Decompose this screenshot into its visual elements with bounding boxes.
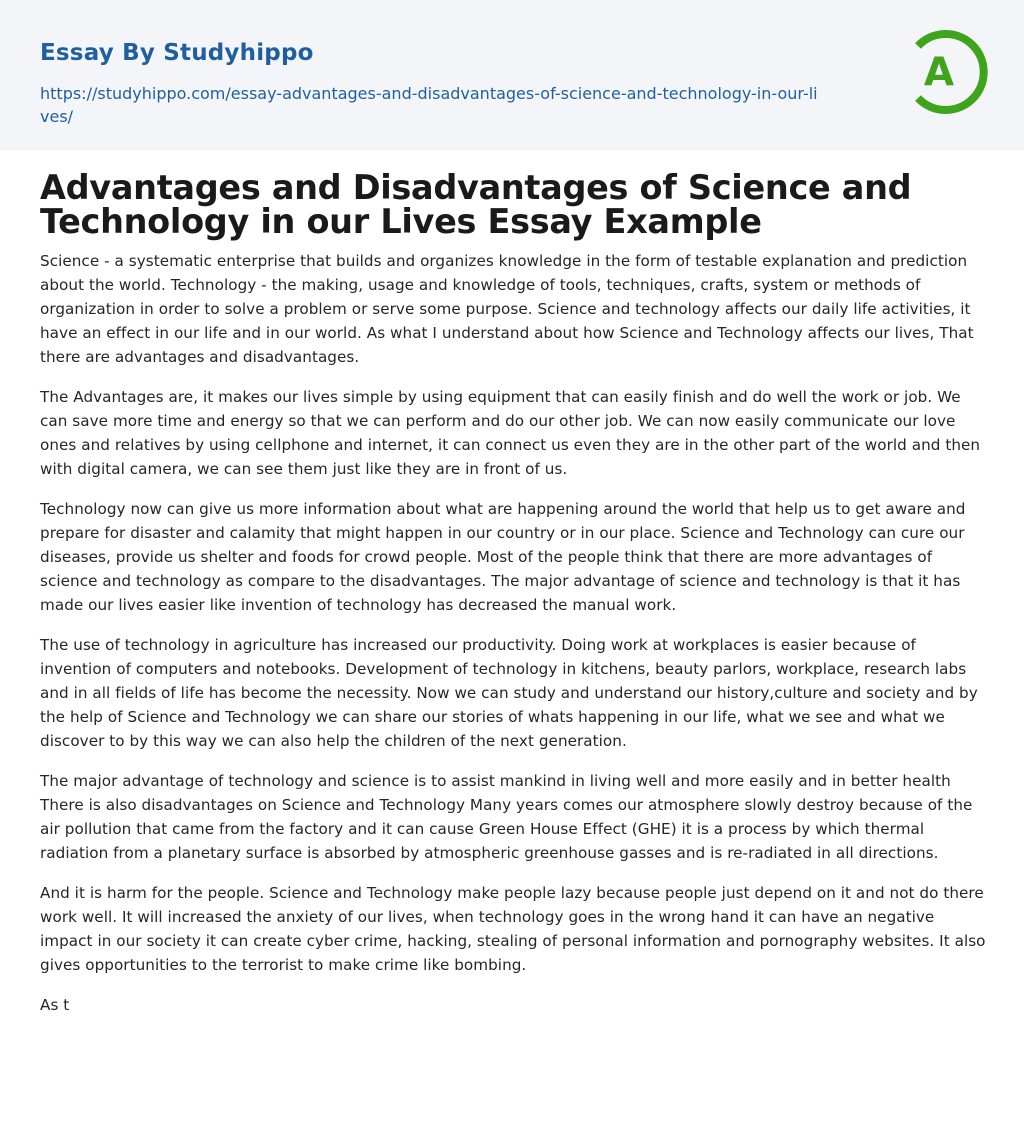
paragraph-7-truncated: As t (40, 996, 70, 1014)
paragraph-3: Technology now can give us more information about what are happening around the world that help us to get aware and prepare for disaster and calamity that might happen in our country or in our place. Science and Technology can cure our diseases, provide us shelter and foods for crowd people. Most of the people think that there are more advantages of science and technology as compare to the disadvantages. The major advantage of science and technology is that it has made our lives easier like invention of technology has decreased the manual work. (40, 500, 966, 614)
source-url-link[interactable]: https://studyhippo.com/essay-advantages-and-disadvantages-of-science-and-technology-in-our-lives/ (40, 84, 818, 126)
paragraph-5: The major advantage of technology and science is to assist mankind in living well and more easily and in better health There is also disadvantages on Science and Technology Many years comes our atmosphere slowly destroy because of the air pollution that came from the factory and it can cause Green House Effect (GHE) it is a process by which thermal radiation from a planetary surface is absorbed by atmospheric greenhouse gasses and is re-radiated in all directions. (40, 772, 973, 862)
logo-letter: A (923, 50, 955, 95)
article (40, 168, 988, 1033)
paragraph-1: Science - a systematic enterprise that builds and organizes knowledge in the form of testable explanation and prediction about the world. Technology - the making, usage and knowledge of tools, techniques, crafts, system or methods of organization in order to solve a problem or serve some purpose. Science and technology affects our daily life activities, it have an effect in our life and in our world. As what I understand about how Science and Technology affects our lives, That there are advantages and disadvantages. (40, 252, 974, 366)
brand-title[interactable]: Essay By Studyhippo (40, 40, 314, 66)
paragraph-2: The Advantages are, it makes our lives simple by using equipment that can easily finish and do well the work or job. We can save more time and energy so that we can perform and do our other job. We can now easily communicate our love ones and relatives by using cellphone and internet, it can connect us even they are in the other part of the world and then with digital camera, we can see them just like they are in front of us. (40, 388, 981, 478)
paragraph-6: And it is harm for the people. Science and Technology make people lazy because people just depend on it and not do there work well. It will increased the anxiety of our lives, when technology goes in the wrong hand it can have an negative impact in our society it can create cyber crime, hacking, stealing of personal information and pornography websites. It also gives opportunities to the terrorist to make crime like bombing. (40, 884, 986, 974)
studyhippo-a-logo-icon[interactable] (908, 28, 988, 116)
paragraph-4: The use of technology in agriculture has increased our productivity. Doing work at workplaces is easier because of invention of computers and notebooks. Development of technology in kitchens, beauty parlors, workplace, research labs and in all fields of life has become the necessity. Now we can study and understand our history,culture and society and by the help of Science and Technology we can share our stories of whats happening in our life, what we see and what we discover to by this way we can also help the children of the next generation. (40, 636, 978, 750)
page-header (0, 0, 1024, 150)
page-title: Advantages and Disadvantages of Science and Technology in our Lives Essay Example (40, 168, 912, 241)
